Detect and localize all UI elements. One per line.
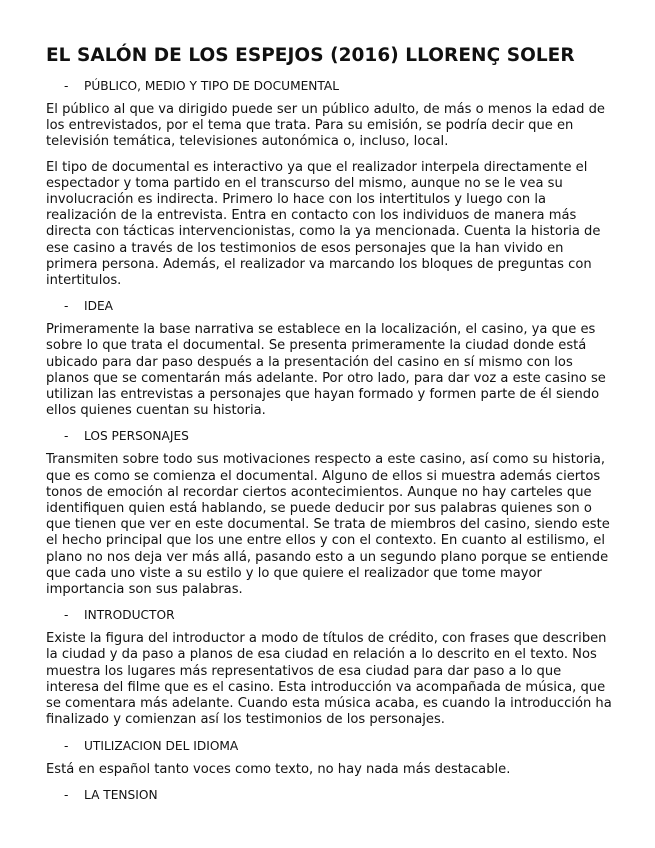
section-heading-personajes: [46, 428, 616, 444]
bullet-dash: -: [64, 429, 69, 444]
section-heading-label: LOS PERSONAJES: [84, 429, 189, 444]
bullet-dash: -: [64, 608, 69, 623]
bullet-dash: -: [64, 299, 69, 314]
paragraph-publico-1: El público al que va dirigido puede ser un público adulto, de más o menos la edad de los entrevistados, por el tema que trata. Para su emisión, se podría decir que en televisión temática, televisiones autonómica o, incluso, local.: [46, 102, 605, 150]
section-heading-idioma: [46, 738, 616, 754]
section-heading-label: INTRODUCTOR: [84, 608, 175, 623]
section-heading-idea: [46, 298, 616, 314]
bullet-dash: -: [64, 79, 69, 93]
paragraph-personajes: Transmiten sobre todo sus motivaciones respecto a este casino, así como su historia, que es como se comienza el documental. Alguno de ellos si muestra además ciertos tonos de emoción al recordar ciertos acontecimientos. Aunque no hay carteles que identifiquen quien está hablando, se puede deducir por sus palabras quienes son o que tienen que ver en este documental. Se trata de miembros del casino, siendo este el hecho principal que los une entre ellos y con el contexto. En cuanto al estilismo, el plano no nos deja ver más allá, pasando esto a un segundo plano porque se entiende que cada uno viste a su estilo y lo que quiere el realizador que tome mayor importancia son sus palabras.: [46, 452, 610, 598]
section-heading-introductor: [46, 607, 616, 623]
paragraph-idioma: Está en español tanto voces como texto, no hay nada más destacable.: [46, 761, 511, 777]
section-heading-label: PÚBLICO, MEDIO Y TIPO DE DOCUMENTAL: [84, 79, 340, 93]
paragraph-introductor: Existe la figura del introductor a modo de títulos de crédito, con frases que describen la ciudad y da paso a planos de esa ciudad en relación a lo descrito en el texto. Nos muestra los lugares más representativos de esa ciudad para dar paso a lo que interesa del filme que es el casino. Esta introducción va acompañada de música, que se comentara más adelante. Cuando esta música acaba, es cuando la introducción ha finalizado y comienzan así los testimonios de los personajes.: [46, 631, 612, 728]
bullet-dash: -: [64, 738, 69, 753]
section-heading-publico: [46, 78, 616, 94]
section-heading-label: LA TENSION: [84, 787, 158, 802]
paragraph-idea: Primeramente la base narrativa se establece en la localización, el casino, ya que es sobre lo que trata el documental. Se presenta primeramente la ciudad donde está ubicado para dar paso después a la presentación del casino en sí mismo con los planos que se comentarán más adelante. Por otro lado, para dar voz a este casino se utilizan las entrevistas a personajes que hayan formado y formen parte de él siendo ellos quienes cuentan su historia.: [46, 322, 606, 419]
section-heading-label: UTILIZACION DEL IDIOMA: [84, 738, 239, 753]
document-page: [46, 44, 616, 811]
section-heading-label: IDEA: [84, 299, 114, 314]
document-title: EL SALÓN DE LOS ESPEJOS (2016) LLORENÇ SOLER: [46, 45, 575, 66]
paragraph-publico-2: El tipo de documental es interactivo ya que el realizador interpela directamente el espectador y toma partido en el transcurso del mismo, aunque no se le vea su involucración es indirecta. Primero lo hace con los intertitulos y luego con la realización de la entrevista. Entra en contacto con los individuos de manera más directa con tácticas intervencionistas, como la ya mencionada. Cuenta la historia de ese casino a través de los testimonios de esos personajes que la han vivido en primera persona. Además, el realizador va marcando los bloques de preguntas con intertitulos.: [46, 159, 601, 289]
section-heading-tension: [46, 787, 616, 803]
bullet-dash: -: [64, 787, 69, 802]
